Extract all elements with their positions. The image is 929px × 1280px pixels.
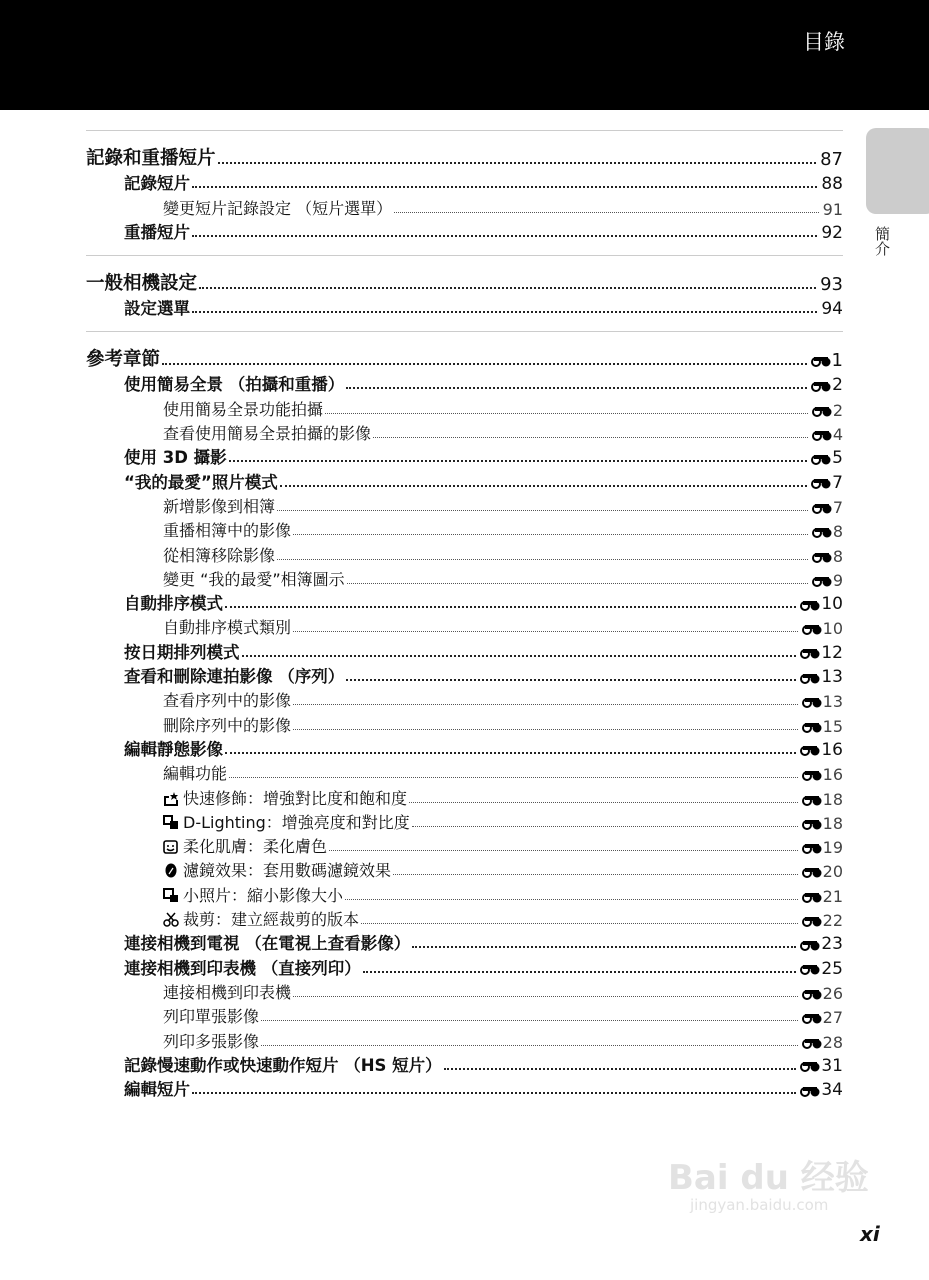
toc-entry-page-number: 5 [832,448,843,469]
section-tab [866,128,929,214]
toc-entry-page-number: 27 [822,1008,843,1028]
toc-entry-title [163,421,371,444]
toc-entry-title-text: 重播相簿中的影像 [163,521,292,541]
toc-entry-page [812,425,843,444]
toc-entry[interactable] [86,857,843,881]
dot-leader [373,437,808,438]
toc-entry-title [124,444,227,468]
toc-entry-page [802,862,843,881]
toc-entry-page-number: 8 [832,546,843,566]
toc-entry-page-number: 87 [820,149,843,170]
toc-entry-title [163,761,227,784]
toc-entry-title-text: D-Lighting：增強亮度和對比度 [183,812,410,832]
reference-section-icon [802,720,822,733]
toc-entry-title [124,1076,190,1100]
toc-entry-title [163,688,291,711]
toc-entry-page-number: 92 [821,222,843,243]
toc-entry-title-text: 連接相機到印表機 [163,982,292,1002]
toc-entry[interactable] [86,219,843,243]
toc-entry[interactable] [86,444,843,468]
dot-leader [346,387,807,389]
toc-entry-page-number: 7 [832,497,843,517]
dot-leader [346,679,796,681]
toc-entry-title-text: 裁剪：建立經裁剪的版本 [183,910,360,930]
reference-section-icon [800,1059,820,1072]
dot-leader [394,212,819,213]
toc-entry-page-number: 20 [822,862,843,882]
toc-entry-title [163,810,410,833]
toc-entry-page-number: 25 [821,958,843,979]
reference-section-icon [802,1036,822,1049]
toc-entry-title [124,663,344,687]
toc-entry-page-number: 13 [821,667,843,688]
reference-section-icon [800,1084,820,1097]
toc-entry-page [800,740,843,760]
toc-entry[interactable] [86,371,843,395]
toc-entry[interactable] [86,590,843,614]
dot-leader [277,559,808,560]
toc-entry-title [124,930,410,954]
toc-entry-title [124,295,190,319]
quick-retouch-icon [163,791,179,806]
reference-section-icon [802,865,822,878]
toc-entry-title-text: 編輯靜態影像 [124,739,223,759]
watermark-logo: Bai du 经验 [668,1158,869,1198]
reference-section-icon [802,793,822,806]
toc-entry[interactable] [86,1003,843,1027]
toc-entry-title-text: “我的最愛”照片模式 [124,472,278,492]
reference-section-icon [812,404,832,417]
toc-entry-page-number: 16 [822,765,843,785]
toc-entry-title [86,345,160,371]
toc-entry[interactable] [86,295,843,319]
toc-entry[interactable] [86,194,843,218]
dot-leader [393,874,798,875]
toc-entry-title [163,615,291,638]
reference-section-icon [802,890,822,903]
dot-leader [192,235,817,237]
toc-entry-page [811,448,843,468]
toc-entry-title [163,1004,259,1027]
toc-entry-page-number: 4 [832,425,843,445]
toc-entry-page-number: 16 [821,739,843,760]
toc-entry[interactable] [86,638,843,662]
toc-entry-title [124,371,344,395]
toc-entry-title-text: 重播短片 [124,222,190,242]
toc-entry-page [821,223,843,243]
reference-section-icon [800,938,820,951]
dot-leader [412,826,798,827]
toc-entry-title-text: 刪除序列中的影像 [163,715,292,735]
toc-entry-page-number: 10 [822,619,843,639]
toc-entry-title [124,590,223,614]
dot-leader [347,583,808,584]
toc-entry-page-number: 93 [820,273,843,295]
toc-entry-page-number: 2 [832,400,843,420]
toc-entry-page [811,350,843,371]
toc-entry-title [124,469,278,493]
toc-entry-title-text: 查看序列中的影像 [163,691,292,711]
toc-entry-title [163,980,291,1003]
toc-entry-title-text: 編輯短片 [124,1080,190,1100]
toc-entry-page [800,1056,843,1076]
toc-entry-page-number: 9 [832,570,843,590]
toc-entry[interactable] [86,1076,843,1100]
toc-entry-title-text: 變更 “我的最愛”相簿圖示 [163,569,345,589]
toc-entry-title [124,955,361,979]
dot-leader [162,363,807,365]
toc-entry-page [800,594,843,614]
toc-entry-title [163,786,407,809]
toc-entry-title [163,883,343,906]
reference-section-icon [802,987,822,1000]
toc-entry-title-text: 列印多張影像 [163,1031,260,1051]
toc-entry-title [163,567,345,590]
toc-entry-page [820,149,843,170]
toc-entry-page-number: 23 [821,934,843,955]
toc-entry-title [163,1029,259,1052]
toc-entry-page-number: 18 [822,789,843,809]
toc-entry[interactable] [86,566,843,590]
toc-entry-page [802,717,843,736]
toc-entry-page-number: 21 [822,886,843,906]
toc-entry[interactable] [86,979,843,1003]
dot-leader [293,996,798,997]
dot-leader [409,802,798,803]
toc-entry-page [811,375,843,395]
toc-entry-page-number: 94 [821,299,843,320]
reference-section-icon [800,962,820,975]
toc-entry-page [802,790,843,809]
watermark-url: jingyan.baidu.com [690,1196,829,1214]
toc-entry-page-number: 28 [822,1032,843,1052]
toc-entry-title-text: 自動排序模式 [124,594,223,614]
toc-entry-title [163,397,323,420]
reference-section-icon [802,622,822,635]
dot-leader [345,899,798,900]
toc-entry[interactable] [86,784,843,808]
toc-entry-title-text: 快速修飾：增強對比度和飽和度 [183,788,408,808]
toc-entry-title-text: 一般相機設定 [86,272,198,294]
toc-entry-page [802,619,843,638]
toc-entry-title-text: 從相簿移除影像 [163,545,276,565]
toc-entry-page [800,643,843,663]
toc-entry-page-number: 1 [831,350,843,372]
toc-entry[interactable] [86,517,843,541]
reference-section-icon [802,1011,822,1024]
toc-entry-title-text: 設定選單 [124,299,190,319]
toc-entry-page [812,498,843,517]
toc-entry-page [802,1008,843,1027]
toc-entry-page [812,547,843,566]
toc-entry-title-text: 使用簡易全景 （拍攝和重播） [124,375,345,395]
toc-entry-page [802,765,843,784]
reference-section-icon [802,695,822,708]
dot-leader [293,534,808,535]
toc-entry-page [821,299,843,319]
toc-entry-title [86,269,197,295]
dot-leader [225,752,796,754]
dot-leader [277,510,808,511]
toc-entry-page [800,959,843,979]
toc-entry-title [124,1052,442,1076]
toc-entry-title [124,170,190,194]
toc-entry[interactable] [86,493,843,517]
toc-entry[interactable] [86,614,843,638]
dot-leader [242,655,797,657]
toc-entry-title-text: 按日期排列模式 [124,642,240,662]
toc-entry[interactable] [86,833,843,857]
toc-entry-page [821,174,843,194]
toc-entry-page-number: 2 [832,375,843,396]
reference-section-icon [812,525,832,538]
toc-entry-page [802,692,843,711]
toc-entry[interactable] [86,420,843,444]
toc-entry[interactable] [86,141,843,170]
small-picture-icon [163,888,179,903]
toc-entry[interactable] [86,1027,843,1051]
toc-entry-page-number: 18 [822,813,843,833]
toc-entry[interactable] [86,881,843,905]
reference-section-icon [812,428,832,441]
dot-leader [199,287,816,289]
toc-entry-title-text: 列印單張影像 [163,1007,260,1027]
dot-leader [329,850,798,851]
reference-section-icon [811,452,831,465]
reference-section-icon [800,646,820,659]
dot-leader [444,1068,797,1070]
toc-entry-title-text: 連接相機到電視 （在電視上查看影像） [124,934,411,954]
toc-entry-page-number: 15 [822,716,843,736]
dot-leader [192,311,817,313]
section-tab-label: 簡介 [873,226,891,256]
toc-entry[interactable] [86,541,843,565]
toc-entry-title-text: 使用 3D 攝影 [124,448,227,468]
toc-entry-page [800,1080,843,1100]
reference-section-icon [812,501,832,514]
toc-entry-page-number: 19 [822,838,843,858]
header-title: 目錄 [803,30,845,54]
toc-entry-title-text: 小照片：縮小影像大小 [183,885,344,905]
toc-entry-title [163,834,327,857]
dot-leader [192,186,817,188]
toc-entry-title [86,144,216,170]
toc-entry-page [812,571,843,590]
toc-entry-page-number: 7 [832,472,843,493]
toc-entry[interactable] [86,342,843,371]
filter-effects-icon [163,863,179,878]
reference-section-icon [812,574,832,587]
toc-entry-title [124,639,240,663]
toc-entry-title [163,196,392,219]
crop-icon [163,912,179,927]
toc-entry-title-text: 編輯功能 [163,764,228,784]
toc-entry-title-text: 新增影像到相簿 [163,496,276,516]
d-lighting-icon [163,815,179,830]
toc-entry[interactable] [86,1052,843,1076]
toc-entry-page-number: 13 [822,692,843,712]
toc-entry-page-number: 91 [822,199,843,219]
toc-entry-page [823,200,843,219]
toc-entry-page [802,984,843,1003]
toc-entry-page [802,838,843,857]
dot-leader [280,485,807,487]
dot-leader [293,631,798,632]
dot-leader [293,729,798,730]
toc-entry-title-text: 查看和刪除連拍影像 （序列） [124,667,345,687]
reference-section-icon [812,550,832,563]
reference-section-icon [811,354,831,367]
toc-entry-page-number: 31 [821,1055,843,1076]
toc-entry[interactable] [86,468,843,492]
toc-entry[interactable] [86,954,843,978]
skin-softening-icon [163,839,179,854]
toc-entry[interactable] [86,711,843,735]
page-header [0,0,929,110]
reference-section-icon [802,768,822,781]
toc-entry-title-text: 記錄短片 [124,174,190,194]
dot-leader [229,460,808,462]
reference-section-icon [800,598,820,611]
toc-entry-title-text: 柔化肌膚：柔化膚色 [183,837,328,857]
dot-leader [363,971,797,973]
toc-entry[interactable] [86,663,843,687]
toc-entry-title [163,858,391,881]
toc-entry-title-text: 記錄和重播短片 [86,148,216,169]
toc-entry-page-number: 10 [821,594,843,615]
toc-entry-page-number: 8 [832,522,843,542]
toc-entry-page [800,934,843,954]
reference-section-icon [800,743,820,756]
reference-section-icon [802,817,822,830]
toc-entry-title-text: 參考章節 [86,349,161,371]
toc-entry-page [800,667,843,687]
reference-section-icon [802,841,822,854]
toc-entry[interactable] [86,930,843,954]
toc-entry-title-text: 記錄慢速動作或快速動作短片 （HS 短片） [124,1055,442,1075]
toc-entry-page [811,473,843,493]
toc-entry-page-number: 12 [821,642,843,663]
toc-entry-page-number: 34 [821,1080,843,1101]
toc-entry-title [163,907,359,930]
reference-section-icon [811,379,831,392]
toc-entry[interactable] [86,170,843,194]
toc-entry-page [812,401,843,420]
toc-entry-title [163,543,275,566]
toc-entry-page-number: 22 [822,911,843,931]
toc-entry[interactable] [86,809,843,833]
dot-leader [412,946,796,948]
dot-leader [225,606,796,608]
toc-entry-page [802,1033,843,1052]
toc-entry-page [820,274,843,295]
reference-section-icon [811,476,831,489]
dot-leader [261,1045,798,1046]
toc-entry-title [163,494,275,517]
toc-entry-title [163,713,291,736]
dot-leader [261,1020,798,1021]
toc-entry-page-number: 26 [822,983,843,1003]
toc-entry-title-text: 自動排序模式類別 [163,618,292,638]
table-of-contents [86,130,843,1112]
toc-entry-title-text: 濾鏡效果：套用數碼濾鏡效果 [183,861,392,881]
toc-entry-page [802,887,843,906]
reference-section-icon [800,671,820,684]
toc-entry-page [802,814,843,833]
toc-entry-title-text: 連接相機到印表機 （直接列印） [124,958,361,978]
toc-entry[interactable] [86,395,843,419]
dot-leader [192,1092,796,1094]
toc-entry-page [812,522,843,541]
dot-leader [293,704,798,705]
toc-entry-title-text: 變更短片記錄設定 （短片選單） [163,198,393,218]
toc-entry-title [163,518,291,541]
toc-entry[interactable] [86,736,843,760]
toc-entry[interactable] [86,760,843,784]
dot-leader [229,777,798,778]
page-number: xi [860,1222,880,1246]
toc-entry-title-text: 使用簡易全景功能拍攝 [163,399,324,419]
dot-leader [325,413,808,414]
toc-entry-page-number: 88 [821,174,843,195]
toc-entry[interactable] [86,687,843,711]
toc-entry-title [124,219,190,243]
toc-entry-page [802,911,843,930]
dot-leader [361,923,798,924]
toc-entry-title-text: 查看使用簡易全景拍攝的影像 [163,424,372,444]
dot-leader [218,162,817,164]
toc-entry[interactable] [86,266,843,295]
toc-entry-title [124,736,223,760]
toc-entry[interactable] [86,906,843,930]
reference-section-icon [802,914,822,927]
